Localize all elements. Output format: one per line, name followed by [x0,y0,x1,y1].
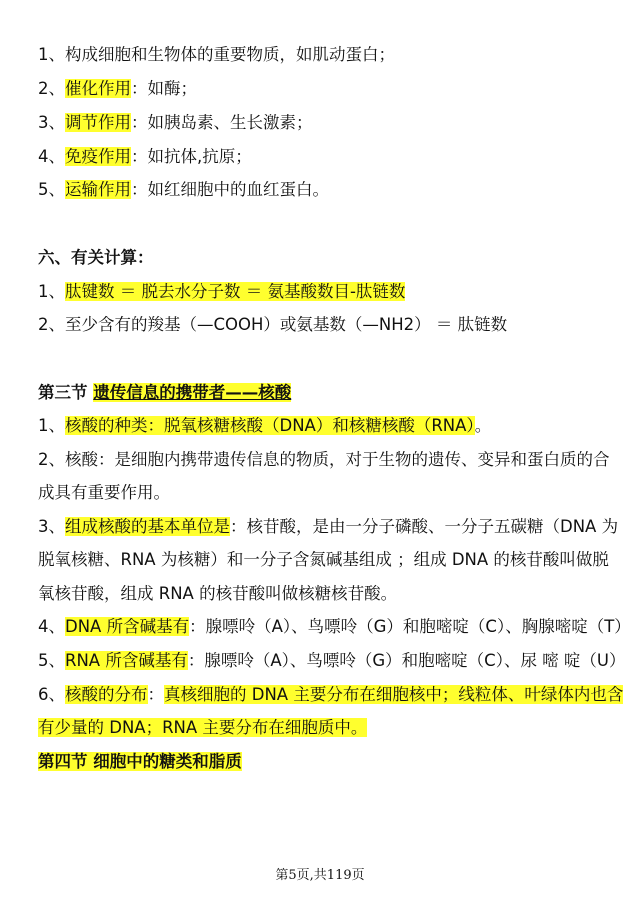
text: 2、核酸：是细胞内携带遗传信息的物质，对于生物的遗传、变异和蛋白质的合 [38,450,610,469]
text: 氧核苷酸，组成 RNA 的核苷酸叫做核糖核苷酸。 [38,584,398,603]
text: 3、 [38,517,65,536]
highlighted-term: 核酸的种类：脱氧核糖核酸（DNA）和核糖核酸（RNA） [65,416,475,435]
text: ：如抗体,抗原； [131,147,252,166]
text: 。 [474,416,492,435]
text: ：如酶； [131,79,197,98]
function-item-2 [38,76,197,102]
heading-text: 六、有关计算： [38,248,154,267]
text: 5、 [38,180,65,199]
highlighted-text: 真核细胞的 DNA 主要分布在细胞核中；线粒体、叶绿体内也含 [164,685,624,704]
nucleic-item-3-cont-1 [38,547,609,573]
function-item-5 [38,177,329,203]
nucleic-item-3 [38,514,618,540]
text: ： [147,685,164,704]
section-heading-calculation [38,245,154,271]
text: ：如红细胞中的血红蛋白。 [131,180,329,199]
calc-item-1 [38,279,405,305]
text: 6、 [38,685,65,704]
nucleic-item-1 [38,413,491,439]
nucleic-item-5 [38,648,626,674]
nucleic-item-6 [38,682,623,708]
highlighted-heading: 遗传信息的携带者——核酸 [93,383,292,402]
text: 脱氧核糖、RNA 为核糖）和一分子含氮碱基组成 ；组成 DNA 的核苷酸叫做脱 [38,550,609,569]
highlighted-term: DNA 所含碱基有 [65,617,190,636]
text: 4、 [38,617,65,636]
text: 1、 [38,282,65,301]
text: 3、 [38,113,65,132]
highlighted-term: 运输作用 [65,180,131,199]
text: 2、至少含有的羧基（—COOH）或氨基数（—NH2） ＝ 肽链数 [38,315,508,334]
heading-text: 第三节 [38,383,94,402]
highlighted-formula: 肽键数 ＝ 脱去水分子数 ＝ 氨基酸数目-肽链数 [65,282,406,301]
nucleic-item-6-cont [38,715,367,741]
calc-item-2 [38,312,507,338]
text: ：如胰岛素、生长激素； [131,113,313,132]
highlighted-term: 免疫作用 [65,147,131,166]
highlighted-term: 调节作用 [65,113,131,132]
page-footer: 第5页,共119页 [275,868,365,883]
text: ：腺嘌呤（A）、鸟嘌呤（G）和胞嘧啶（C）、胸腺嘧啶（T） [189,617,631,636]
section-heading-sugars-lipids [38,749,242,775]
text: 成具有重要作用。 [38,483,170,502]
text: 1、构成细胞和生物体的重要物质，如肌动蛋白； [38,45,395,64]
highlighted-term: RNA 所含碱基有 [65,651,188,670]
nucleic-item-2-cont [38,480,170,506]
section-heading-nucleic-acid [38,380,291,406]
highlighted-heading: 第四节 细胞中的糖类和脂质 [38,752,242,771]
nucleic-item-3-cont-2 [38,581,397,607]
function-item-3 [38,110,313,136]
text: ：核苷酸，是由一分子磷酸、一分子五碳糖（DNA 为 [230,517,619,536]
highlighted-term: 组成核酸的基本单位是 [65,517,230,536]
text: 4、 [38,147,65,166]
highlighted-term: 催化作用 [65,79,131,98]
function-item-1 [38,42,395,68]
text: ：腺嘌呤（A）、鸟嘌呤（G）和胞嘧啶（C）、尿 嘧 啶（U） [187,651,626,670]
text: 1、 [38,416,65,435]
nucleic-item-2 [38,447,610,473]
text: 2、 [38,79,65,98]
nucleic-item-4 [38,614,631,640]
highlighted-text: 有少量的 DNA；RNA 主要分布在细胞质中。 [38,718,368,737]
function-item-4 [38,144,252,170]
highlighted-term: 核酸的分布 [65,685,148,704]
text: 5、 [38,651,65,670]
